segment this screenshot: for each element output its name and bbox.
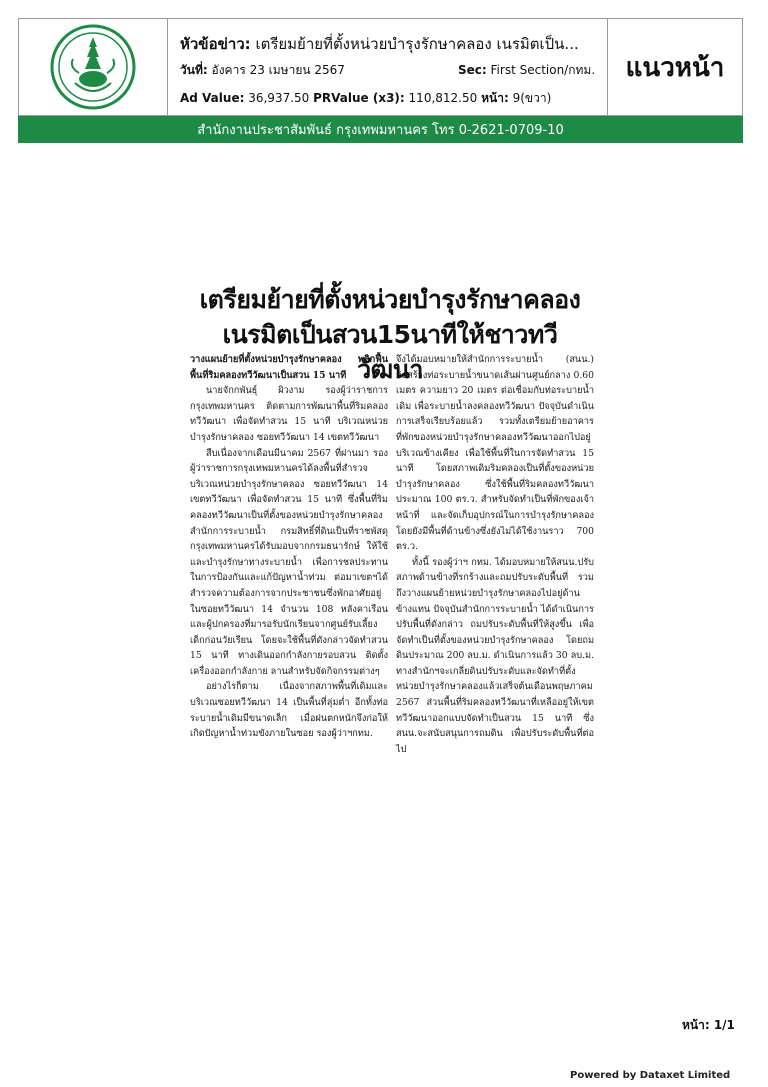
ad-label: Ad Value: (180, 91, 245, 105)
page-value: 9(ขวา) (512, 91, 552, 105)
article-paragraph: ทั้งนี้ รองผู้ว่าฯ กทม. ได้มอบหมายให้สนน.ปรับสภาพด้านข้างที่รกร้างและถมปรับระดับพื้นที่ รวมถึงวางแผนย้ายหน่วยบำรุงรักษาคลองไปอยู่ด้านข้างแทน ปัจจุบันสำนักการระบายน้ำ ได้ดำเนินการปรับพื้นที่ดังกล่าว ถมปรับระดับพื้นที่ให้สูงขึ้น เพื่อจัดทำเป็นที่ตั้งของหน่วยบำรุงรักษาคลอง โดยถมดินประมาณ 200 ลบ.ม. ดำเนินการแล้ว 30 ลบ.ม. ทางสำนักฯจะเกลี่ยดินปรับระดับและจัดทำที่ตั้งหน่วยบำรุงรักษาคลองแล้วเสร็จต้นเดือนพฤษภาคม 2567 ส่วนพื้นที่ริมคลองทวีวัฒนาที่เหลืออยู่ให้เขตทวีวัฒนาออกแบบจัดทำเป็นสวน 15 นาที ซึ่ง สนน.จะสนับสนุนการถมดิน เพื่อปรับระดับพื้นที่ต่อไป (396, 556, 594, 755)
sec-value: First Section/กทม. (490, 63, 596, 77)
article-paragraph: สืบเนื่องจากเดือนมีนาคม 2567 ที่ผ่านมา รองผู้ว่าราชการกรุงเทพมหานครได้ลงพื้นที่สำรวจบริเวณหน่วยบำรุงรักษาคลอง ซอยทวีวัฒนา 14 เขตทวีวัฒนา เพื่อจัดทำสวน 15 นาที ซึ่งพื้นที่ริมคลองทวีวัฒนาเป็นที่ตั้งของหน่วยบำรุงรักษาคลอง สำนักการระบายน้ำ กรมสิทธิ์ที่ดินเป็นที่ราชพัสดุ กรุงเทพมหานครได้รับมอบจากกรมธนารักษ์ ให้ใช้และบำรุงรักษาทางระบายน้ำ เพื่อการชลประทานในการป้องกันและแก้ปัญหาน้ำท่วม ต่อมาเขตฯได้สำรวจความต้องการจากประชาชนซึ่งพักอาศัยอยู่ในซอยทวีวัฒนา 14 จำนวน 108 หลังคาเรือน และผู้ปกครองที่มารอรับนักเรียนจากศูนย์รับเลี้ยงเด็กก่อนวัยเรียน โดยจะใช้พื้นที่ดังกล่าวจัดทำสวน 15 นาที ทางเดินออกกำลังกายรอบสวน ติดตั้งเครื่องออกกำลังกาย ลานสำหรับจัดกิจกรรมต่างๆ (190, 447, 388, 677)
headline-row (180, 32, 579, 56)
ad-value: 36,937.50 (248, 91, 310, 105)
article-lead: วางแผนย้ายที่ตั้งหน่วยบำรุงรักษาคลอง พลิกฟื้นพื้นที่ริมคลองทวีวัฒนาเป็นสวน 15 นาที (190, 354, 388, 381)
headline-line-1: เตรียมย้ายที่ตั้งหน่วยบำรุงรักษาคลอง (199, 285, 581, 314)
publication-box (607, 19, 742, 115)
headline-value: เตรียมย้ายที่ตั้งหน่วยบำรุงรักษาคลอง เนรมิตเป็น... (255, 35, 579, 53)
pr-label: PRValue (x3): (313, 91, 405, 105)
powered-by: Powered by Dataxet Limited (570, 1070, 731, 1081)
bangkok-emblem-icon (49, 23, 137, 111)
page-indicator: หน้า: 1/1 (682, 1018, 735, 1032)
clipping-header (18, 18, 743, 116)
publication-name: แนวหน้า (625, 52, 725, 83)
contact-text: สำนักงานประชาสัมพันธ์ กรุงเทพมหานคร โทร 0-2621-0709-10 (197, 123, 564, 138)
article-paragraph: จึงได้มอบหมายให้สำนักการระบายน้ำ (สนน.) ก่อสร้างท่อระบายน้ำขนาดเส้นผ่านศูนย์กลาง 0.60 เมตร ความยาว 20 เมตร ต่อเชื่อมกับท่อระบายน้ำเดิม เพื่อระบายน้ำลงคลองทวีวัฒนา ปัจจุบันดำเนินการเสร็จเรียบร้อยแล้ว รวมทั้งเตรียมย้ายอาคารที่พักของหน่วยบำรุงรักษาคลองทวีวัฒนาออกไปอยู่บริเวณข้างเคียง เพื่อใช้พื้นที่ในการจัดทำสวน 15 นาที โดยสภาพเดิมริมคลองเป็นที่ตั้งของหน่วยบำรุงรักษาคลอง ซึ่งใช้พื้นที่ริมคลองทวีวัฒนาประมาณ 100 ตร.ว. สำหรับจัดทำเป็นที่พักของเจ้าหน้าที่ และจัดเก็บอุปกรณ์ในการบำรุงรักษาคลอง โดยยังมีพื้นที่ด้านข้างซึ่งยังไม่ได้ใช้งานราว 700 ตร.ว. (396, 354, 594, 553)
page-label: หน้า: (481, 91, 509, 105)
date-value: อังคาร 23 เมษายน 2567 (211, 63, 345, 77)
date-row (180, 61, 345, 80)
article-paragraph: อย่างไรก็ตาม เนื่องจากสภาพพื้นที่เดิมและบริเวณซอยทวีวัฒนา 14 เป็นพื้นที่ลุ่มต่ำ อีกทั้งท่อระบายน้ำเดิมมีขนาดเล็ก เมื่อฝนตกหนักจึงก่อให้เกิดปัญหาน้ำท่วมขังภายในซอย รองผู้ว่าฯกทม. (190, 681, 388, 740)
value-row (180, 89, 551, 108)
headline-label: หัวข้อข่าว: (180, 35, 251, 53)
section-row (458, 61, 595, 80)
article-paragraph: นายจักกพันธุ์ ผิวงาม รองผู้ว่าราชการกรุงเทพมหานคร ติดตามการพัฒนาพื้นที่ริมคลองทวีวัฒนา เพื่อจัดทำสวน 15 นาที บริเวณหน่วยบำรุงรักษาคลอง ซอยทวีวัฒนา 14 เขตทวีวัฒนา (190, 385, 388, 443)
clipping-info (168, 19, 608, 115)
headline-line-2: เนรมิตเป็นสวน15นาทีให้ชาวทวีวัฒนา (222, 320, 558, 384)
pr-value: 110,812.50 (408, 91, 478, 105)
sec-label: Sec: (458, 63, 487, 77)
date-label: วันที่: (180, 63, 208, 77)
article-column-2 (396, 352, 594, 757)
article-column-1 (190, 352, 388, 742)
logo-box (19, 19, 168, 115)
contact-bar (18, 116, 743, 143)
